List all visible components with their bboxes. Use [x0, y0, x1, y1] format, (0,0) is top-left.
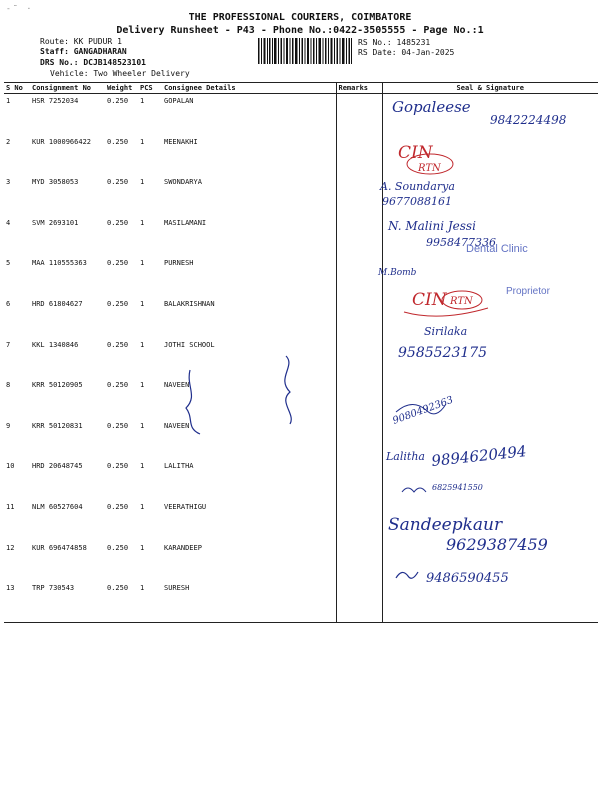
- cell-pcs: 1: [140, 299, 145, 308]
- cell-weight: 0.250: [107, 462, 129, 471]
- table-row: [4, 419, 598, 460]
- cell-consignee: BALAKRISHNAN: [164, 299, 215, 308]
- col-remarks-header: Remarks: [336, 83, 382, 94]
- cell-signature: [382, 500, 598, 541]
- cell-pcs: 1: [140, 340, 145, 349]
- handwritten-rtn: RTN: [418, 163, 441, 174]
- cell-remarks: [336, 581, 382, 622]
- cell-sno: 11: [6, 502, 15, 511]
- cell-weight: 0.250: [107, 178, 129, 187]
- cell-remarks: [336, 459, 382, 500]
- table-row: [4, 541, 598, 582]
- cell-remarks: [336, 378, 382, 419]
- cell-weight: 0.250: [105, 581, 138, 622]
- handwritten-signature: Sandeepkaur: [388, 515, 503, 535]
- rs-date: RS Date: 04-Jan-2025: [358, 48, 455, 57]
- cell-pcs: 1: [140, 259, 145, 268]
- cell-sno: 8: [6, 381, 11, 390]
- table-row: [4, 500, 598, 541]
- cell-pcs: 1: [138, 581, 162, 622]
- cell-weight: 0.250: [107, 259, 129, 268]
- cell-weight: 0.250: [107, 543, 129, 552]
- cell-signature: [382, 175, 598, 216]
- cell-signature: [382, 338, 598, 379]
- handwritten-phone: 9677088161: [382, 195, 452, 208]
- handwritten-cin: CIN: [398, 143, 433, 163]
- cell-signature: [382, 216, 598, 257]
- table-row: [4, 338, 598, 379]
- cell-sno: 13: [4, 581, 30, 622]
- cell-sno: 2: [6, 137, 11, 146]
- cell-sno: 9: [6, 421, 11, 430]
- col-sno-header: S No: [4, 83, 30, 94]
- cell-signature: [382, 378, 598, 419]
- cell-consignment: KKL 1340846: [32, 340, 79, 349]
- cell-weight: 0.250: [107, 218, 129, 227]
- cell-consignment: KUR 1000966422: [32, 137, 92, 146]
- handwritten-signature: Sirilaka: [424, 325, 468, 338]
- handwritten-signature: N. Malini Jessi: [388, 219, 476, 233]
- cell-consignment: SVM 2693101: [32, 218, 79, 227]
- cell-signature: [382, 581, 598, 622]
- clinic-stamp: Dental Clinic: [466, 243, 528, 255]
- col-consignee-header: Consignee Details: [162, 83, 336, 94]
- scan-mark: -˜ ·: [6, 4, 34, 13]
- cell-consignment: KRR 50120831: [32, 421, 83, 430]
- cell-remarks: [336, 500, 382, 541]
- cell-consignee: SURESH: [162, 581, 336, 622]
- handwritten-phone: 6825941550: [432, 483, 483, 492]
- handwritten-phone: 9486590455: [426, 571, 509, 586]
- cell-consignee: LALITHA: [164, 462, 194, 471]
- cell-signature: [382, 94, 598, 135]
- cell-pcs: 1: [140, 97, 145, 105]
- handwritten-signature: A. Soundarya: [380, 180, 455, 193]
- cell-signature: [382, 135, 598, 176]
- vehicle-label: Vehicle: Two Wheeler Delivery: [50, 69, 190, 78]
- cell-consignee: NAVEEN: [164, 381, 190, 390]
- handwritten-phone: 9894620494: [430, 442, 528, 470]
- runsheet-title: Delivery Runsheet - P43 - Phone No.:0422-3505555 - Page No.:1: [116, 25, 484, 36]
- cell-weight: 0.250: [107, 137, 129, 146]
- col-consignment-header: Consignment No: [30, 83, 105, 94]
- cell-signature: [382, 297, 598, 338]
- cell-consignee: MASILAMANI: [164, 218, 207, 227]
- cell-consignee: NAVEEN: [164, 421, 190, 430]
- cell-pcs: 1: [140, 137, 145, 146]
- table-row: [4, 135, 598, 176]
- handwritten-phone: 9585523175: [398, 345, 488, 361]
- barcode: [258, 38, 352, 64]
- cell-consignee: KARANDEEP: [164, 543, 202, 552]
- cell-pcs: 1: [140, 543, 145, 552]
- table-row: [4, 297, 598, 338]
- staff-label: Staff: GANGADHARAN: [40, 47, 127, 56]
- cell-consignee: SWONDARYA: [164, 178, 202, 187]
- cell-consignment: NLM 60527604: [32, 502, 83, 511]
- rs-number: RS No.: 1485231: [358, 38, 431, 47]
- cell-signature: [382, 459, 598, 500]
- cell-consignment: HSR 7252034: [32, 97, 79, 105]
- cell-pcs: 1: [140, 462, 145, 471]
- col-pcs-header: PCS: [138, 83, 162, 94]
- cell-remarks: [336, 216, 382, 257]
- cell-signature: [382, 256, 598, 297]
- cell-remarks: [336, 297, 382, 338]
- cell-pcs: 1: [140, 421, 145, 430]
- cell-consignee: MEENAKHI: [164, 137, 198, 146]
- cell-consignee: JOTHI SCHOOL: [164, 340, 215, 349]
- cell-signature: [382, 541, 598, 582]
- handwritten-phone: 9842224498: [490, 113, 567, 127]
- table-row: [4, 256, 598, 297]
- table-row: [4, 216, 598, 257]
- cell-weight: 0.250: [107, 502, 129, 511]
- cell-sno: 6: [6, 299, 11, 308]
- handwritten-phone: 9958477336: [426, 236, 496, 249]
- col-signature-header: Seal & Signature: [382, 83, 598, 94]
- cell-weight: 0.250: [107, 299, 129, 308]
- cell-weight: 0.250: [107, 340, 129, 349]
- cell-pcs: 1: [140, 381, 145, 390]
- cell-consignment: KRR 50120905: [32, 381, 83, 390]
- table-row: [4, 175, 598, 216]
- cell-sno: 5: [6, 259, 11, 268]
- cell-sno: 7: [6, 340, 11, 349]
- cell-remarks: [336, 338, 382, 379]
- handwritten-phone: 9080492363: [391, 394, 455, 427]
- runsheet-table: [4, 82, 598, 623]
- cell-consignee: GOPALAN: [164, 97, 194, 105]
- col-weight-header: Weight: [105, 83, 138, 94]
- route-label: Route: KK PUDUR 1: [40, 37, 122, 46]
- handwritten-cin: CIN: [412, 290, 447, 310]
- cell-consignee: VEERATHIGU: [164, 502, 207, 511]
- table-row: [4, 378, 598, 419]
- cell-remarks: [336, 135, 382, 176]
- cell-pcs: 1: [140, 502, 145, 511]
- table-row: [4, 581, 598, 622]
- cell-consignment: HRD 20648745: [32, 462, 83, 471]
- cell-remarks: [336, 256, 382, 297]
- cell-sno: 4: [6, 218, 11, 227]
- cell-sno: 10: [6, 462, 15, 471]
- handwritten-phone: 9629387459: [446, 535, 548, 554]
- proprietor-stamp: Proprietor: [506, 286, 550, 297]
- cell-weight: 0.250: [107, 421, 129, 430]
- cell-consignment: HRD 61804627: [32, 299, 83, 308]
- cell-consignment: TRP 730543: [30, 581, 105, 622]
- cell-signature: [382, 419, 598, 460]
- cell-sno: 3: [6, 178, 11, 187]
- table-header-row: [4, 83, 598, 94]
- cell-sno: 12: [6, 543, 15, 552]
- handwritten-rtn: RTN: [450, 296, 473, 307]
- handwritten-signature: M.Bomb: [378, 268, 417, 278]
- cell-consignment: MYD 3058053: [32, 178, 79, 187]
- cell-consignment: KUR 696474858: [32, 543, 87, 552]
- cell-pcs: 1: [140, 218, 145, 227]
- cell-sno: 1: [6, 97, 11, 105]
- table-row: [4, 94, 598, 135]
- drs-number: DRS No.: DCJB14852310‌1: [40, 58, 146, 67]
- cell-weight: 0.250: [107, 381, 129, 390]
- cell-pcs: 1: [140, 178, 145, 187]
- table-row: [4, 459, 598, 500]
- cell-remarks: [336, 94, 382, 135]
- company-title: THE PROFESSIONAL COURIERS, COIMBATORE: [188, 12, 412, 23]
- cell-weight: 0.250: [107, 97, 129, 105]
- cell-remarks: [336, 175, 382, 216]
- handwritten-signature: Gopaleese: [392, 98, 471, 116]
- cell-remarks: [336, 541, 382, 582]
- cell-consignment: MAA 110555363: [32, 259, 87, 268]
- cell-remarks: [336, 419, 382, 460]
- handwritten-signature: Lalitha: [386, 450, 425, 463]
- cell-consignee: PURNESH: [164, 259, 194, 268]
